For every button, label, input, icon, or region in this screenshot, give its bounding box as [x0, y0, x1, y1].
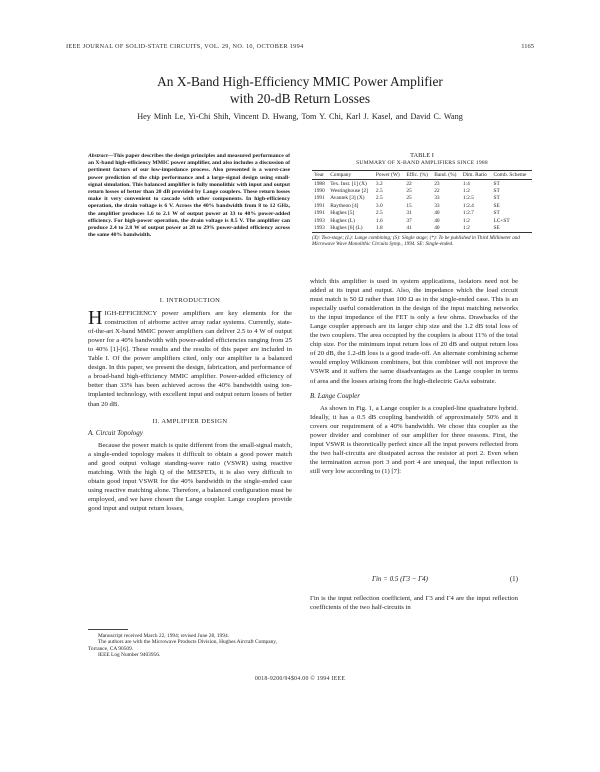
table-row — [312, 202, 532, 209]
table-cell: 1:2.4 — [462, 202, 474, 209]
table-cell: 1990 — [314, 187, 325, 194]
table-cell: 40 — [434, 210, 440, 217]
table-cell: Hughes [6] (L) — [328, 224, 374, 232]
table-cell: Tex. Inst. [1] (X) — [330, 180, 367, 187]
table-cell: 2.5 — [375, 195, 383, 202]
table-header-cell: Year — [312, 171, 328, 180]
abstract-label: Abstract — [88, 153, 108, 159]
table-cell: 25 — [406, 195, 412, 202]
section2-text: Because the power match is quite different from the small-signal match, a single-ended topology makes it difficult to obtain a good power match and good output voltage standing-wave ratio (VSWR) using reactive matching. With the high Q of the MESFETs, it is also very difficult to obtain good input VSWR for the 40% bandwidth in the single-ended case using reactive matching alone. Therefore, a balanced configuration must be employed, and we have chosen the Lange coupler. Lange couplers provide good input and output return losses, — [88, 441, 292, 512]
table-row — [312, 180, 532, 188]
paper-title — [0, 73, 600, 107]
table-cell: 1:2.7 — [462, 210, 474, 217]
table-row — [312, 187, 532, 194]
table-subtitle: SUMMARY OF X-BAND AMPLIFIERS SINCE 1988 — [356, 160, 488, 166]
table-note: (X): Two-stage; (L): Lange combining; (S): Single stage; (*): To be published in Third Millimeter and Microwave Wave Monolithic Circuits Symp., 1994. SE: Single-ended. — [312, 234, 520, 247]
table-row — [312, 217, 532, 224]
intro-paragraph — [88, 309, 292, 409]
table-header-row — [312, 171, 532, 180]
table-cell: SE — [492, 224, 533, 232]
table-cell: ST — [493, 210, 500, 217]
left-column — [88, 296, 292, 513]
abstract — [88, 153, 290, 239]
table-cell: 40 — [434, 217, 440, 224]
table-cell: 2.5 — [375, 187, 383, 194]
page-number: 1165 — [521, 43, 534, 50]
table-cell: 1991 — [314, 210, 325, 217]
abstract-text: —This paper describes the design principles and measured performance of an X-band high-efficiency MMIC power amplifier, and also includes a discussion of pertinent factors of our low-impedance process. Also presented is a worst-case power prediction of the chip performance and a large-signal design using small-signal simulation. This balanced amplifier is fully monolithic with input and output return losses of better than 20 dB provided by Lange couplers. These return losses make it very convenient to cascade with other components. In high-efficiency operation, the drain voltage is 6 V. Across the 40% bandwidth from 8 to 12 GHz, the amplifier produces 1.6 to 2.1 W of output power at 33 to 40% power-added efficiency. For high-power operation, the drain voltage is 8.5 V. The amplifier can produce 2.4 to 2.8 W of output power at 28 to 29% power-added efficiency across the same 40% bandwidth. — [88, 153, 290, 239]
table-cell: 22 — [434, 187, 440, 194]
table-cell: 1.6 — [375, 217, 383, 224]
table-cell: ST — [493, 195, 500, 202]
table-row — [312, 195, 532, 202]
table-header-cell: Company — [328, 171, 374, 180]
summary-table — [312, 152, 532, 247]
table-cell: 41 — [404, 224, 432, 232]
copyright-footer: 0018-9200/94$04.00 © 1994 IEEE — [254, 676, 346, 682]
footnote-received: Manuscript received March 22, 1994; revised June 28, 1994. — [98, 633, 229, 639]
table-header-cell: Band. (%) — [432, 171, 461, 180]
table-cell: 1:2 — [462, 187, 470, 194]
right-paragraph-3: Γin is the input reflection coefficient, and Γ3 and Γ4 are the input reflection coefficients of the two half-circuits in — [310, 595, 518, 612]
dropcap-letter: H — [88, 307, 103, 330]
table-cell: 1.8 — [374, 224, 404, 232]
table-body — [312, 180, 532, 233]
table-cell: 1:4 — [462, 180, 470, 187]
table-cell: 37 — [406, 217, 412, 224]
table-cell: 1:2 — [462, 217, 470, 224]
table-cell: 1991 — [314, 195, 325, 202]
title-line-1: An X-Band High-Efficiency MMIC Power Amplifier — [157, 74, 443, 89]
equation-number: (1) — [509, 575, 518, 583]
section2-heading: II. AMPLIFIER DESIGN — [152, 417, 228, 425]
table-cell: 3.0 — [375, 202, 383, 209]
footnotes — [88, 633, 292, 659]
table-cell: 15 — [406, 202, 412, 209]
title-line-2: with 20-dB Return Losses — [229, 91, 371, 106]
table-cell: 40 — [432, 224, 461, 232]
table-cell: 31 — [406, 210, 412, 217]
table-cell: Avantek [3] (X) — [330, 195, 365, 202]
right-column — [310, 277, 518, 476]
table-cell: Westinghouse [2] — [330, 187, 368, 194]
table-cell: 2.5 — [375, 210, 383, 217]
journal-header: IEEE JOURNAL OF SOLID-STATE CIRCUITS, VOL. 29, NO. 10, OCTOBER 1994 — [66, 43, 304, 50]
table-cell: ST — [493, 180, 500, 187]
section2-subheading: A. Circuit Topology — [88, 428, 143, 437]
intro-text: IGH-EFFICIENCY power amplifiers are key elements for the construction of airborne active array radar systems. Currently, state-of-the-art X-band MMIC power amplifiers can deliver 2.5 to 4 W of output power for a 40% bandwidth with power-added efficiencies ranging from 25 to 40% [1]-[6]. These results and the results of this paper are included in Table I. Of the power amplifiers cited, only our amplifier is a balanced design. In this paper, we present the design, fabrication, and performance of a broad-band high-efficiency MMIC amplifier. Power-added efficiency of better than 33% has been achieved across the 40% bandwidth using ion-implanted technology, with excellent input and output return losses of better than 20 dB. — [88, 310, 292, 408]
table-header-cell: Power (W) — [374, 171, 404, 180]
table-caption: TABLE I — [410, 152, 434, 159]
footnote-affiliation: The authors are with the Microwave Products Division, Hughes Aircraft Company, Torrance, CA 90509. — [88, 639, 277, 652]
table-cell: 1993 — [312, 224, 328, 232]
table-cell: 33 — [434, 195, 440, 202]
footnote-ieee-log: IEEE Log Number 9403956. — [98, 652, 161, 659]
footnote-divider — [88, 629, 128, 630]
table-cell: 1993 — [314, 217, 325, 224]
table-cell: 1991 — [314, 202, 325, 209]
table-cell: Hughes (L) — [330, 217, 355, 224]
equation-text: Γin = 0.5 (Γ3 − Γ4) — [372, 575, 428, 583]
table-cell: 1:2.5 — [462, 195, 474, 202]
table-cell: 25 — [406, 187, 412, 194]
author-list: Hey Minh Le, Yi-Chi Shih, Vincent D. Hwang, Tom Y. Chi, Karl J. Kasel, and David C. Wang — [137, 112, 463, 121]
table-cell: 33 — [434, 202, 440, 209]
table-cell: 1:2 — [461, 224, 492, 232]
table-cell: 23 — [434, 180, 440, 187]
table-row — [312, 224, 532, 232]
table-cell: ST — [493, 187, 500, 194]
table-header-cell: Effic. (%) — [404, 171, 432, 180]
table-cell: 22 — [406, 180, 412, 187]
table-cell: Raytheon [4] — [330, 202, 359, 209]
table-header-cell: Comb. Scheme — [492, 171, 533, 180]
table-cell: Hughes [5] — [330, 210, 355, 217]
table-grid — [312, 170, 532, 233]
table-cell: 3.2 — [375, 180, 383, 187]
table-cell: 1988 — [314, 180, 325, 187]
right-paragraph-2: As shown in Fig. 1, a Lange coupler is a coupled-line quadrature hybrid. Ideally, it has a 0.5 dB coupling bandwidth of approximately 50% and it covers our requirement of a 40% bandwidth. We chose this coupler as the power divider and combiner of our amplifier for three reasons. First, the input VSWR is theoretically perfect since all the input powers reflected from the two half-circuits are dissipated across the resistor at port 2. Even when the termination across port 3 and port 4 are unequal, the input reflection is still very low according to (1) [7]: — [310, 404, 518, 475]
table-row — [312, 210, 532, 217]
table-cell: LC+ST — [493, 217, 510, 224]
table-cell: SE — [493, 202, 500, 209]
intro-heading: I. INTRODUCTION — [159, 297, 221, 304]
table-header-cell: Dim. Ratio — [461, 171, 492, 180]
right-paragraph-1: which this amplifier is used in system applications, isolators need not be added at its input and output. Also, the impedance which the load circuit must match is 50 Ω rather than 100 Ω as in the single-ended case. This is an especially useful consideration in the design of the input matching networks to the input impedance of the FET is only a few ohms. Drawbacks of the Lange coupler approach are its larger chip size and the 1.2 dB total loss of the two couplers. The area occupied by the couplers is about 11% of the total chip size. For the minimum input return loss of 20 dB and output return loss of 20 dB, the 1.2-dB loss is a good trade-off. An alternate combining scheme would employ Wilkinson combiners, but this combiner will not improve the VSWR and it suffers the same disadvantages as the Lange coupler in terms of area and the losses arising from the high-dielectric GaAs substrate. — [310, 278, 518, 385]
lange-subheading: B. Lange Coupler — [310, 391, 360, 400]
